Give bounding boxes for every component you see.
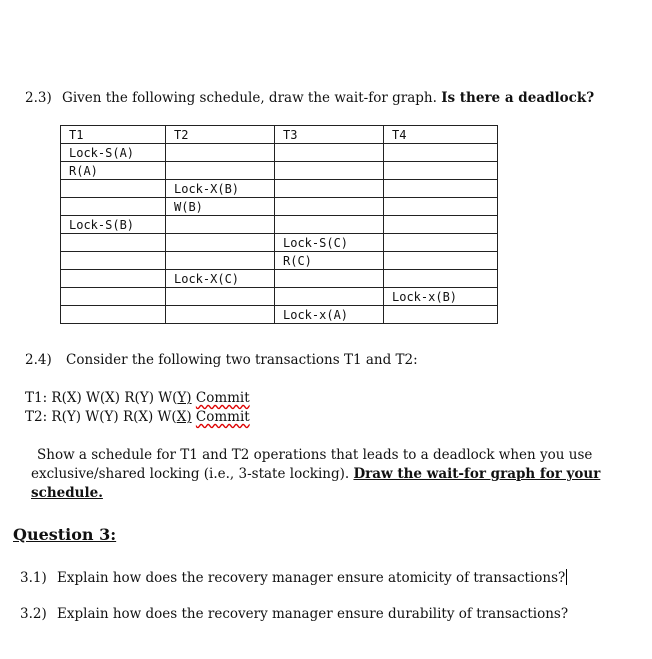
schedule-cell-t3 bbox=[275, 216, 384, 234]
header-t2: T2 bbox=[166, 126, 275, 144]
deadlock-paragraph-line-2 bbox=[31, 466, 600, 482]
schedule-cell-t4 bbox=[384, 270, 498, 288]
question-2-4-text: Consider the following two transactions T1 and T2: bbox=[66, 352, 418, 368]
schedule-row bbox=[61, 270, 498, 288]
question-2-4 bbox=[25, 352, 418, 368]
schedule-cell-t2 bbox=[166, 162, 275, 180]
schedule-row bbox=[61, 306, 498, 324]
question-2-3-bold: Is there a deadlock? bbox=[441, 90, 595, 106]
schedule-row bbox=[61, 216, 498, 234]
question-3-1 bbox=[20, 569, 567, 586]
question-2-3-text: Given the following schedule, draw the wait-for graph. bbox=[62, 90, 437, 106]
t1-last-item: Y) bbox=[177, 390, 192, 406]
schedule-cell-t2 bbox=[166, 234, 275, 252]
header-t1: T1 bbox=[61, 126, 166, 144]
question-3-2-number: 3.2) bbox=[20, 606, 47, 622]
schedule-cell-t1: R(A) bbox=[61, 162, 166, 180]
text-cursor bbox=[566, 569, 567, 585]
paragraph-bold-instruction: Draw the wait-for graph for your bbox=[353, 466, 601, 482]
schedule-cell-t2: Lock-X(B) bbox=[166, 180, 275, 198]
schedule-cell-t2 bbox=[166, 216, 275, 234]
schedule-row bbox=[61, 180, 498, 198]
schedule-row bbox=[61, 198, 498, 216]
deadlock-paragraph-line-1: Show a schedule for T1 and T2 operations that leads to a deadlock when you use bbox=[37, 447, 593, 463]
schedule-cell-t1 bbox=[61, 270, 166, 288]
schedule-cell-t4 bbox=[384, 162, 498, 180]
schedule-cell-t1 bbox=[61, 234, 166, 252]
question-2-3 bbox=[25, 90, 594, 106]
schedule-row bbox=[61, 162, 498, 180]
schedule-row bbox=[61, 234, 498, 252]
schedule-cell-t2 bbox=[166, 252, 275, 270]
deadlock-paragraph-line-3: schedule. bbox=[31, 485, 103, 501]
schedule-cell-t2 bbox=[166, 288, 275, 306]
schedule-cell-t3 bbox=[275, 198, 384, 216]
t1-commit: Commit bbox=[195, 390, 250, 406]
question-3-2-text: Explain how does the recovery manager ensure durability of transactions? bbox=[57, 606, 569, 622]
t1-operations: T1: R(X) W(X) R(Y) W( bbox=[25, 390, 178, 406]
header-t4: T4 bbox=[384, 126, 498, 144]
t2-operations: T2: R(Y) W(Y) R(X) W( bbox=[25, 409, 177, 425]
question-3-1-number: 3.1) bbox=[20, 570, 47, 586]
schedule-cell-t4: Lock-x(B) bbox=[384, 288, 498, 306]
schedule-cell-t3 bbox=[275, 288, 384, 306]
schedule-table bbox=[60, 125, 498, 324]
schedule-cell-t3 bbox=[275, 180, 384, 198]
schedule-cell-t4 bbox=[384, 180, 498, 198]
schedule-cell-t3: Lock-S(C) bbox=[275, 234, 384, 252]
header-t3: T3 bbox=[275, 126, 384, 144]
t2-commit: Commit bbox=[195, 409, 250, 425]
schedule-header-row bbox=[61, 126, 498, 144]
schedule-cell-t3: R(C) bbox=[275, 252, 384, 270]
schedule-cell-t4 bbox=[384, 216, 498, 234]
schedule-cell-t3: Lock-x(A) bbox=[275, 306, 384, 324]
schedule-cell-t3 bbox=[275, 270, 384, 288]
schedule-cell-t1 bbox=[61, 198, 166, 216]
schedule-cell-t1: Lock-S(B) bbox=[61, 216, 166, 234]
schedule-row bbox=[61, 144, 498, 162]
schedule-cell-t2 bbox=[166, 306, 275, 324]
schedule-cell-t1 bbox=[61, 288, 166, 306]
question-3-heading: Question 3: bbox=[13, 525, 117, 544]
question-2-4-number: 2.4) bbox=[25, 352, 52, 368]
schedule-cell-t1 bbox=[61, 252, 166, 270]
schedule-cell-t1 bbox=[61, 306, 166, 324]
transaction-t1-line bbox=[25, 390, 250, 406]
schedule-cell-t1 bbox=[61, 180, 166, 198]
question-3-1-text: Explain how does the recovery manager ensure atomicity of transactions? bbox=[57, 570, 566, 586]
transaction-t2-line bbox=[25, 409, 250, 425]
schedule-cell-t1: Lock-S(A) bbox=[61, 144, 166, 162]
schedule-cell-t4 bbox=[384, 252, 498, 270]
schedule-row bbox=[61, 252, 498, 270]
schedule-cell-t3 bbox=[275, 144, 384, 162]
schedule-cell-t4 bbox=[384, 198, 498, 216]
schedule-cell-t2: Lock-X(C) bbox=[166, 270, 275, 288]
schedule-row bbox=[61, 288, 498, 306]
paragraph-plain-text: exclusive/shared locking (i.e., 3-state locking). bbox=[31, 466, 350, 482]
schedule-cell-t3 bbox=[275, 162, 384, 180]
question-2-3-number: 2.3) bbox=[25, 90, 52, 106]
schedule-cell-t4 bbox=[384, 234, 498, 252]
schedule-cell-t2: W(B) bbox=[166, 198, 275, 216]
question-3-2 bbox=[20, 606, 568, 622]
schedule-cell-t2 bbox=[166, 144, 275, 162]
schedule-cell-t4 bbox=[384, 144, 498, 162]
t2-last-item: X) bbox=[176, 409, 192, 425]
schedule-cell-t4 bbox=[384, 306, 498, 324]
